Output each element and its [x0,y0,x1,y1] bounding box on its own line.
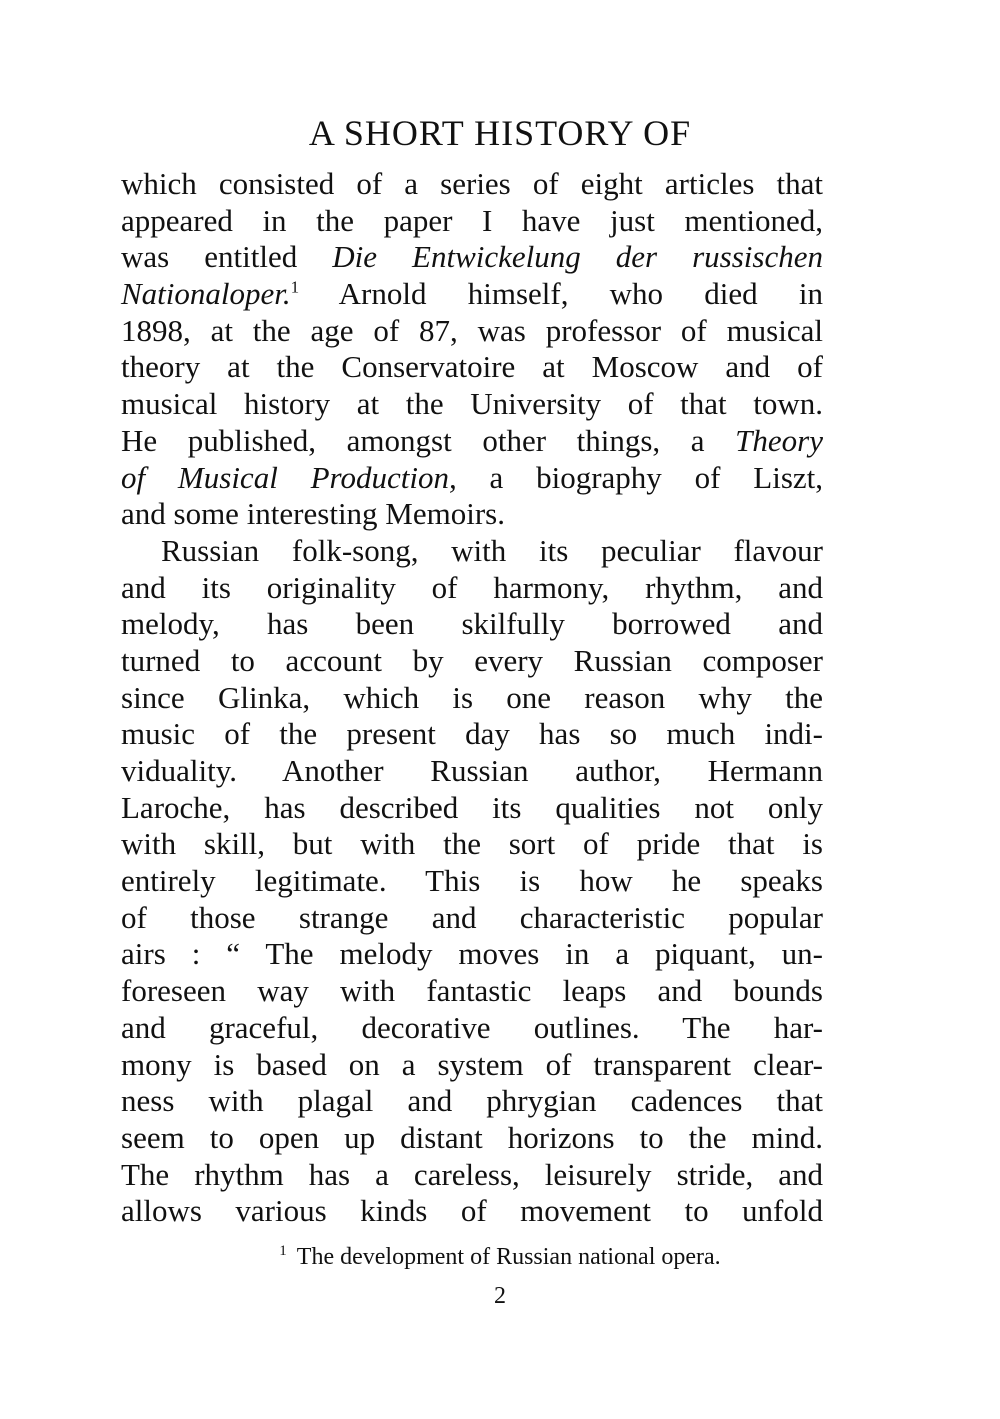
text-line: of those strange and characteristic popular [121,899,823,935]
text-line: and graceful, decorative outlines. The har- [121,1009,823,1045]
text-line: music of the present day has so much indi- [121,716,823,752]
text-line: since Glinka, which is one reason why the [121,679,823,715]
text-run: a biography of Liszt, [456,459,824,495]
text-line: and some interesting Memoirs. [121,496,505,532]
text-run: Arnold himself, who died in [299,276,823,312]
footnote-marker: 1 [279,1243,287,1259]
text-line: theory at the Conservatoire at Moscow and of [121,349,823,385]
text-line [121,460,823,497]
text-line [121,423,823,460]
body-text [121,166,823,1230]
text-line: which consisted of a series of eight articles that [121,166,823,201]
text-line: and its originality of harmony, rhythm, and [121,569,823,605]
text-run: was entitled [121,239,333,275]
text-line: Russian folk-song, with its peculiar flavour [161,532,823,568]
italic-title: of Musical Production, [121,459,457,495]
text-line: with skill, but with the sort of pride that is [121,826,823,862]
running-title: A SHORT HISTORY OF [308,113,692,153]
text-run: He published, amongst other things, a [121,422,736,458]
text-line: 1898, at the age of 87, was professor of musical [121,312,823,348]
text-line: musical history at the University of that town. [121,386,823,422]
text-line: allows various kinds of movement to unfold [121,1193,823,1229]
text-line: melody, has been skilfully borrowed and [121,606,823,642]
text-line: appeared in the paper I have just mentioned, [121,202,823,238]
footnote-text: The development of Russian national opera. [296,1244,721,1270]
text-line: ness with plagal and phrygian cadences that [121,1083,823,1119]
footnote-reference: 1 [290,277,300,297]
text-line: The rhythm has a careless, leisurely stride, and [121,1156,823,1192]
italic-title: Die Entwickelung der russischen [332,239,823,275]
text-line [121,276,823,313]
text-line: seem to open up distant horizons to the mind. [121,1119,823,1155]
footnote [0,1244,1000,1271]
italic-title: Theory [735,422,823,458]
italic-title: Nationaloper. [121,276,291,312]
text-line [121,239,823,276]
text-line: airs : “ The melody moves in a piquant, un- [121,936,823,972]
page-number: 2 [494,1283,506,1309]
text-line: Laroche, has described its qualities not only [121,789,823,825]
text-line: entirely legitimate. This is how he speaks [121,863,823,899]
text-line: turned to account by every Russian composer [121,642,823,678]
text-line: foreseen way with fantastic leaps and bounds [121,973,823,1009]
text-line: mony is based on a system of transparent clear- [121,1046,823,1082]
text-line: viduality. Another Russian author, Hermann [121,753,823,788]
